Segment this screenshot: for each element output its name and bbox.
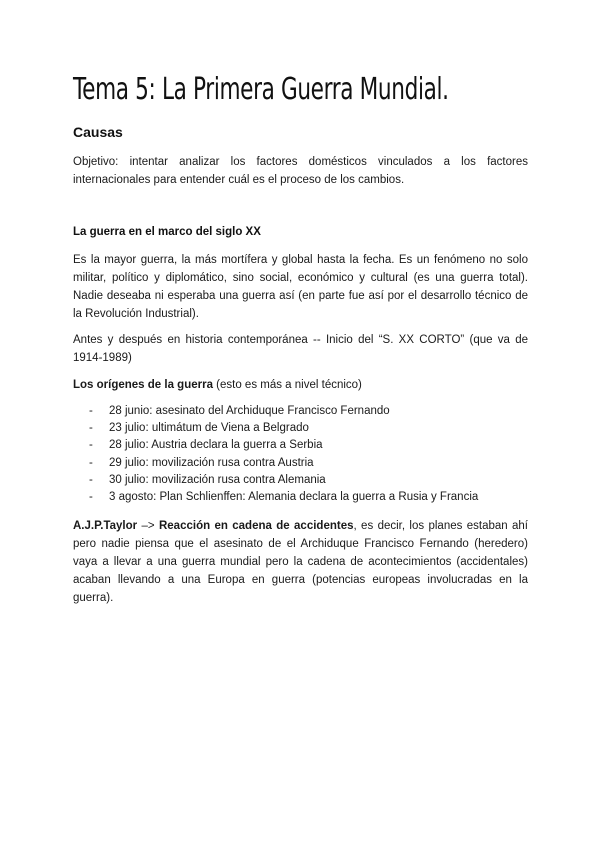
objetivo-paragraph: Objetivo: intentar analizar los factores domésticos vinculados a los factores internacionales para entender cuál es el proceso de los cambios. <box>73 156 528 186</box>
origins-heading-bold: Los orígenes de la guerra <box>73 379 213 391</box>
taylor-arrow: –> <box>137 520 159 532</box>
paragraph-mayor-guerra: Es la mayor guerra, la más mortífera y global hasta la fecha. Es un fenómeno no solo militar, político y diplomático, sino social, económico y cultural (es una guerra total). Nadie deseaba ni esperaba una guerra así (en parte fue así por el desarrollo técnico de la Revolución Industrial). <box>73 254 528 320</box>
origins-heading <box>73 376 528 394</box>
section-heading-siglo-xx: La guerra en el marco del siglo XX <box>73 226 261 238</box>
taylor-concept: Reacción en cadena de accidentes <box>158 520 354 532</box>
taylor-paragraph <box>73 517 528 607</box>
list-item: - 30 julio: movilización rusa contra Alemania <box>89 472 509 489</box>
page-title: Tema 5: La Primera Guerra Mundial. <box>73 72 449 107</box>
events-list <box>89 403 509 506</box>
taylor-author: A.J.P.Taylor <box>73 520 138 532</box>
origins-heading-note: (esto es más a nivel técnico) <box>212 379 362 391</box>
list-item: - 28 julio: Austria declara la guerra a Serbia <box>89 437 509 454</box>
list-item: - 28 junio: asesinato del Archiduque Francisco Fernando <box>89 403 509 420</box>
causas-heading: Causas <box>73 124 123 140</box>
taylor-text: , es decir, los planes estaban ahí pero nadie piensa que el asesinato de el Archiduque Francisco Fernando (heredero) vaya a llevar a una guerra mundial pero la cadena de acontecimientos (accidentales) acaban llevando a una Europa en guerra (potencias europeas involucradas en la guerra). <box>73 520 528 604</box>
list-item: - 29 julio: movilización rusa contra Austria <box>89 455 509 472</box>
list-item: - 23 julio: ultimátum de Viena a Belgrado <box>89 420 509 437</box>
list-item: - 3 agosto: Plan Schlienffen: Alemania declara la guerra a Rusia y Francia <box>89 489 509 506</box>
paragraph-historia-contemporanea: Antes y después en historia contemporánea -- Inicio del “S. XX CORTO” (que va de 1914-1989) <box>73 334 528 364</box>
